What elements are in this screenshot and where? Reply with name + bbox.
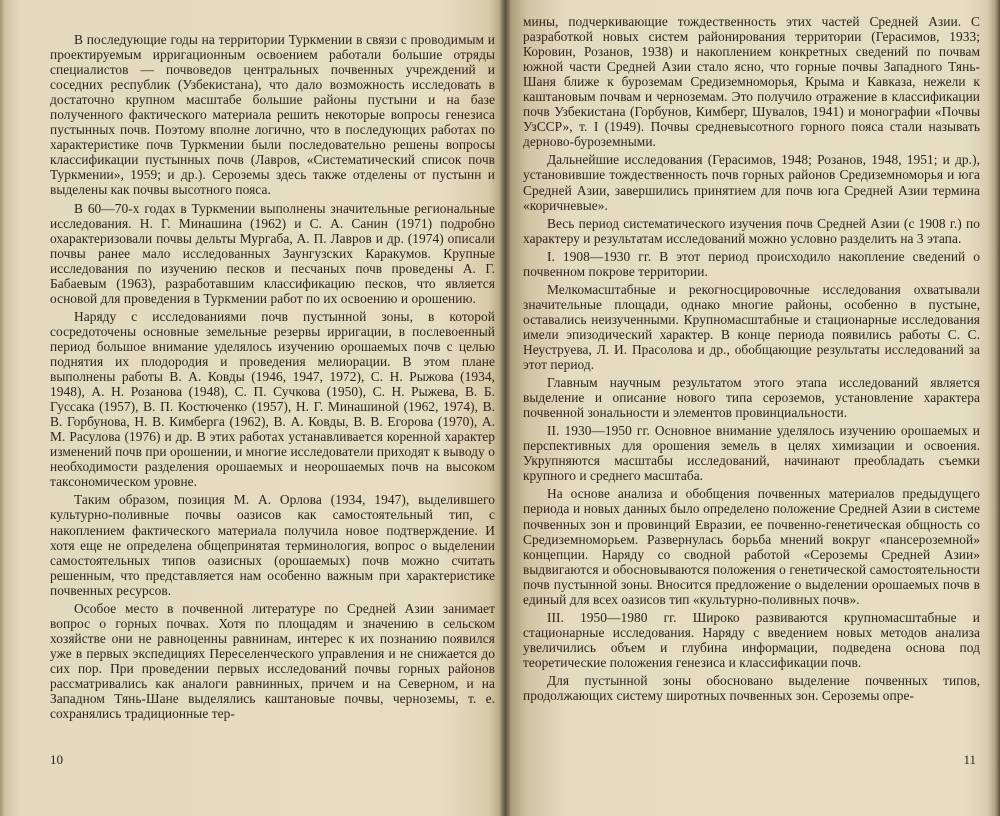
book-gutter: [499, 0, 511, 816]
paragraph-continuation: мины, подчеркивающие тождественность этих частей Средней Азии. С разработкой новых систем районирования территории (Герасимов, 1933; Коровин, Розанов, 1938) и накоплением конкретных сведений по почвам южной части Средней Азии стало ясно, что горные почвы Западного Тянь-Шаня ближе к буроземам Средиземноморья, Крыма и Кавказа, нежели к каштановым почвам и черноземам. Это получило отражение в классификации почв Узбекистана (Горбунов, Кимберг, Шувалов, 1941) и монографии «Почвы УзССР», т. I (1949). Почвы средневысотного горного пояса стали называть дерново-буроземными.: [523, 14, 980, 150]
right-page: [505, 0, 1000, 816]
paragraph: I. 1908—1930 гг. В этот период происходило накопление сведений о почвенном покрове территории.: [523, 248, 980, 279]
paragraph: II. 1930—1950 гг. Основное внимание уделялось изучению орошаемых и перспективных для орошения земель в целях химизации и освоения. Укрупняются масштабы исследований, начинают преобладать съемки крупного и среднего масштаба.: [523, 423, 980, 484]
paragraph: Наряду с исследованиями почв пустынной зоны, в которой сосредоточены основные земельные резервы ирригации, в послевоенный период большое внимание уделялось изучению орошаемых почв с целью поднятия их плодородия и проведения мелиорации. В этом плане выполнены работы В. А. Ковды (1946, 1947, 1972), С. Н. Рыжова (1934, 1948), А. Н. Розанова (1948), С. П. Сучкова (1950), С. Н. Рыжева, В. Б. Гуссака (1957), В. П. Костюченко (1957), Н. Г. Минашиной (1962, 1974), В. В. Горбунова, Н. В. Кимберга (1962), В. А. Ковды, В. В. Егорова (1970), А. М. Расулова (1976) и др. В этих работах устанавливается коренной характер изменений почв при орошении, и многие исследователи приходят к выводу о необходимости разделения орошаемых и неорошаемых почв на высоком таксономическом уровне.: [50, 308, 495, 490]
paragraph: Мелкомасштабные и рекогносцировочные исследования охватывали значительные площади, однако многие районы, особенно в пустыне, оставались неизученными. Крупномасштабные и стационарные исследования имели эпизодический характер. В конце периода появились работы С. С. Неуструева, Л. И. Прасолова и др., обобщающие результаты исследований за этот период.: [523, 281, 980, 373]
paragraph: III. 1950—1980 гг. Широко развиваются крупномасштабные и стационарные исследования. Наряду с введением новых методов анализа увеличились объем и глубина информации, подведена основа под теоретические положения генезиса и классификации почв.: [523, 609, 980, 670]
paragraph: Особое место в почвенной литературе по Средней Азии занимает вопрос о горных почвах. Хотя по площадям и значению в сельском хозяйстве они не равноценны равнинам, интерес к их познанию появился уже в первых экспедициях Переселенческого управления и не снижается до сих пор. При проведении первых исследований почвы горных районов рассматривались как аналоги равнинных, причем и на Северном, и на Западном Тянь-Шане выделялись каштановые почвы, черноземы, т. е. сохранялись традиционные тер-: [50, 600, 495, 722]
page-number: 11: [963, 752, 976, 767]
paragraph: Таким образом, позиция М. А. Орлова (1934, 1947), выделившего культурно-поливные почвы оазисов как самостоятельный тип, с накоплением фактического материала получила новое подтверждение. И хотя еще не определена общепринятая терминология, вопрос о выделении самостоятельных типов оазисных (орошаемых) почв можно считать решенным, что представляется нам особенно важным при характеристике почвенных ресурсов.: [50, 492, 495, 598]
paragraph: На основе анализа и обобщения почвенных материалов предыдущего периода и новых данных было определено положение Средней Азии в системе почвенных зон и провинций Евразии, ее почвенно-генетическая общность со Средиземноморьем. Развернулась борьба мнений вокруг «пансероземной» концепции. Наряду со сводной работой «Сероземы Средней Азии» выдвигаются и обосновываются положения о генетической самостоятельности почв пустынной зоны. Вносится предложение о выделении орошаемых почв в единый для всех оазисов тип «культурно-поливных почв».: [523, 486, 980, 607]
page-number: 10: [50, 752, 63, 767]
paragraph: Главным научным результатом этого этапа исследований является выделение и описание нового типа сероземов, установление характера почвенной зональности и элементов провинциальности.: [523, 375, 980, 421]
paragraph: Для пустынной зоны обосновано выделение почвенных типов, продолжающих систему широтных почвенных зон. Сероземы опре-: [523, 672, 980, 704]
paragraph: В 60—70-х годах в Туркмении выполнены значительные региональные исследования. Н. Г. Минашина (1962) и С. А. Санин (1971) подробно охарактеризовали почвы дельты Мургаба, А. П. Лавров и др. (1974) описали почвы ранее мало исследованных Заунгузских Каракумов. Крупные исследования по изучению песков и песчаных почв проведены А. Г. Бабаевым (1963), разработавшим классификацию песков, что является основой для проведения в Туркмении работ по их освоению и орошению.: [50, 200, 495, 306]
paragraph: Дальнейшие исследования (Герасимов, 1948; Розанов, 1948, 1951; и др.), установившие тождественность почв горных районов Средиземноморья и юга Средней Азии, завершились принятием для почв юга Средней Азии термина «коричневые».: [523, 152, 980, 213]
paragraph: В последующие годы на территории Туркмении в связи с проводимым и проектируемым ирригационным освоением работали большие отряды специалистов — почвоведов центральных почвенных учреждений и соседних республик (Узбекистана), что дало возможность исследовать в достаточно крупном масштабе большие районы пустыни и на базе полученного фактического материала решить некоторые вопросы генезиса пустынных почв. Поэтому вполне логично, что в последующих работах по характеристике почв Туркмении были последовательно решены вопросы классификации пустынных почв (Лавров, «Систематический список почв Туркмении», 1959; и др.). Сероземы здесь также отделены от пустынн и выделены как почвы высотного пояса.: [50, 32, 495, 198]
paragraph: Весь период систематического изучения почв Средней Азии (с 1908 г.) по характеру и результатам исследований можно условно разделить на 3 этапа.: [523, 215, 980, 246]
